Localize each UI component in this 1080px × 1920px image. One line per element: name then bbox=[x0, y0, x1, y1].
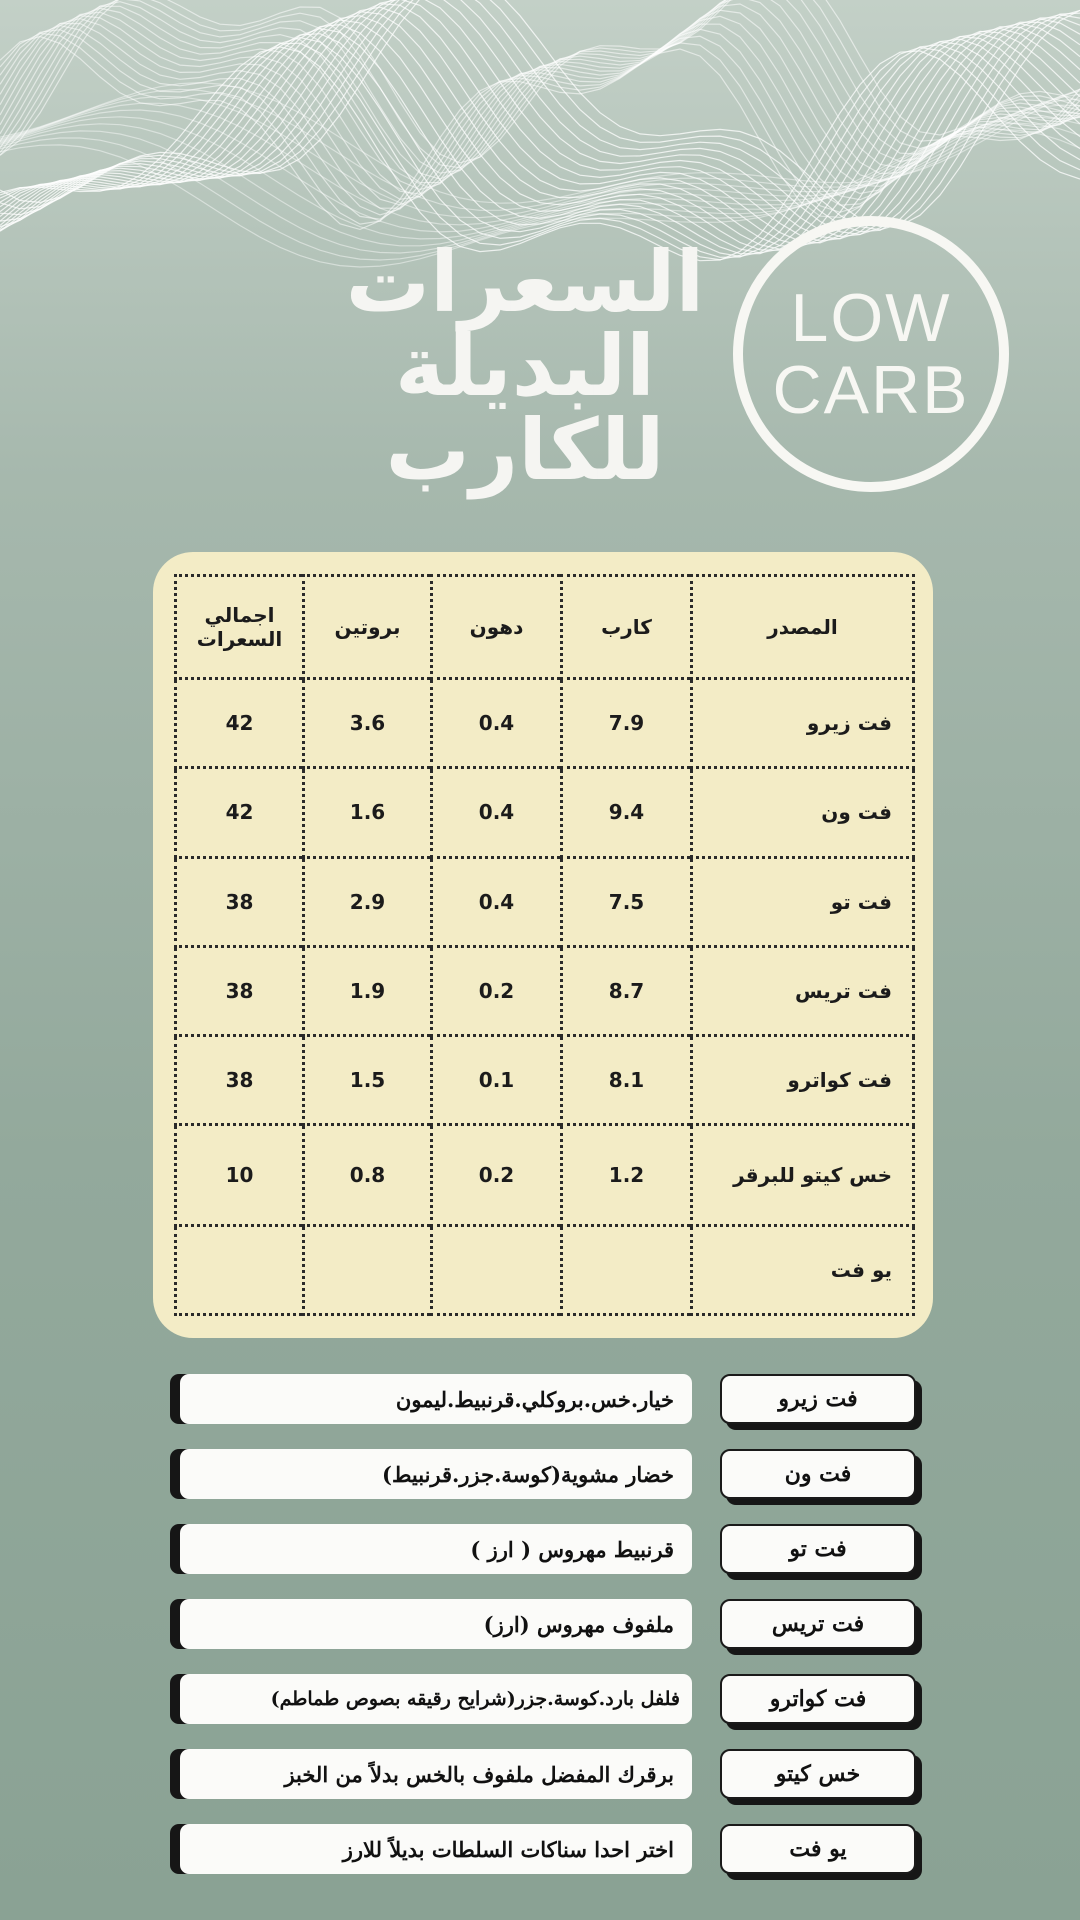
list-item bbox=[180, 1449, 916, 1503]
header-protein: بروتين bbox=[304, 576, 432, 679]
list-item bbox=[180, 1524, 916, 1578]
cell-source: فت زيرو bbox=[692, 679, 914, 768]
list-item bbox=[180, 1749, 916, 1803]
cell-total: 42 bbox=[176, 768, 304, 857]
low-carb-badge bbox=[733, 216, 1009, 492]
cell-total: 38 bbox=[176, 857, 304, 946]
cell-fat: 0.2 bbox=[432, 1125, 562, 1225]
badge-line-2: CARB bbox=[772, 352, 970, 428]
table-row bbox=[176, 768, 914, 857]
cell-fat bbox=[432, 1225, 562, 1314]
title-line-1: السعرات bbox=[345, 233, 705, 331]
header-carb: كارب bbox=[562, 576, 692, 679]
cell-source: يو فت bbox=[692, 1225, 914, 1314]
cell-total: 42 bbox=[176, 679, 304, 768]
alternative-name: خس كيتو bbox=[720, 1749, 916, 1799]
cell-carb: 1.2 bbox=[562, 1125, 692, 1225]
cell-protein: 0.8 bbox=[304, 1125, 432, 1225]
cell-fat: 0.4 bbox=[432, 768, 562, 857]
page-title bbox=[340, 233, 710, 499]
alternative-name: فت زيرو bbox=[720, 1374, 916, 1424]
table-row bbox=[176, 1225, 914, 1314]
cell-protein: 2.9 bbox=[304, 857, 432, 946]
list-item bbox=[180, 1599, 916, 1653]
badge-line-1: LOW bbox=[790, 280, 952, 356]
cell-carb: 8.7 bbox=[562, 946, 692, 1035]
cell-fat: 0.4 bbox=[432, 679, 562, 768]
alternative-description: ملفوف مهروس (ارز) bbox=[180, 1599, 692, 1649]
cell-protein bbox=[304, 1225, 432, 1314]
cell-source: فت ون bbox=[692, 768, 914, 857]
table-row bbox=[176, 679, 914, 768]
alternative-description: اختر احدا سناكات السلطات بديلاً للارز bbox=[180, 1824, 692, 1874]
wave-line bbox=[0, 26, 1080, 215]
cell-protein: 1.9 bbox=[304, 946, 432, 1035]
table-row bbox=[176, 1125, 914, 1225]
wave-line bbox=[0, 25, 1080, 253]
cell-source: فت تريس bbox=[692, 946, 914, 1035]
cell-protein: 1.5 bbox=[304, 1036, 432, 1125]
alternative-description: خضار مشوية(كوسة.جزر.قرنبيط) bbox=[180, 1449, 692, 1499]
cell-source: خس كيتو للبرقر bbox=[692, 1125, 914, 1225]
alternative-description: فلفل بارد.كوسة.جزر(شرايح رقيقه بصوص طماطم) bbox=[180, 1674, 692, 1724]
table-row bbox=[176, 857, 914, 946]
wave-line bbox=[0, 33, 1080, 224]
cell-source: فت تو bbox=[692, 857, 914, 946]
alternative-description: خيار.خس.بروكلي.قرنبيط.ليمون bbox=[180, 1374, 692, 1424]
alternative-description: قرنبيط مهروس ( ارز ) bbox=[180, 1524, 692, 1574]
alternative-name: يو فت bbox=[720, 1824, 916, 1874]
cell-total bbox=[176, 1225, 304, 1314]
header-total-calories: اجمالي السعرات bbox=[176, 576, 304, 679]
cell-carb: 8.1 bbox=[562, 1036, 692, 1125]
table-row bbox=[176, 946, 914, 1035]
list-item bbox=[180, 1374, 916, 1428]
table-header-row bbox=[176, 576, 914, 679]
cell-carb: 7.9 bbox=[562, 679, 692, 768]
cell-fat: 0.4 bbox=[432, 857, 562, 946]
wave-line bbox=[0, 0, 1080, 230]
alternative-name: فت تريس bbox=[720, 1599, 916, 1649]
list-item bbox=[180, 1674, 916, 1728]
cell-total: 10 bbox=[176, 1125, 304, 1225]
header-fat: دهون bbox=[432, 576, 562, 679]
list-item bbox=[180, 1824, 916, 1878]
alternative-name: فت ون bbox=[720, 1449, 916, 1499]
cell-protein: 3.6 bbox=[304, 679, 432, 768]
nutrition-table bbox=[174, 574, 915, 1316]
header-source: المصدر bbox=[692, 576, 914, 679]
nutrition-table-card bbox=[153, 552, 933, 1338]
alternative-name: فت كواترو bbox=[720, 1674, 916, 1724]
cell-carb: 7.5 bbox=[562, 857, 692, 946]
title-line-3: للكارب bbox=[385, 401, 665, 499]
alternative-name: فت تو bbox=[720, 1524, 916, 1574]
cell-total: 38 bbox=[176, 1036, 304, 1125]
cell-total: 38 bbox=[176, 946, 304, 1035]
cell-fat: 0.1 bbox=[432, 1036, 562, 1125]
title-line-2: البديلة bbox=[395, 317, 655, 415]
cell-source: فت كواترو bbox=[692, 1036, 914, 1125]
cell-carb: 9.4 bbox=[562, 768, 692, 857]
cell-protein: 1.6 bbox=[304, 768, 432, 857]
alternative-description: برقرك المفضل ملفوف بالخس بدلاً من الخبز bbox=[180, 1749, 692, 1799]
cell-fat: 0.2 bbox=[432, 946, 562, 1035]
cell-carb bbox=[562, 1225, 692, 1314]
table-row bbox=[176, 1036, 914, 1125]
